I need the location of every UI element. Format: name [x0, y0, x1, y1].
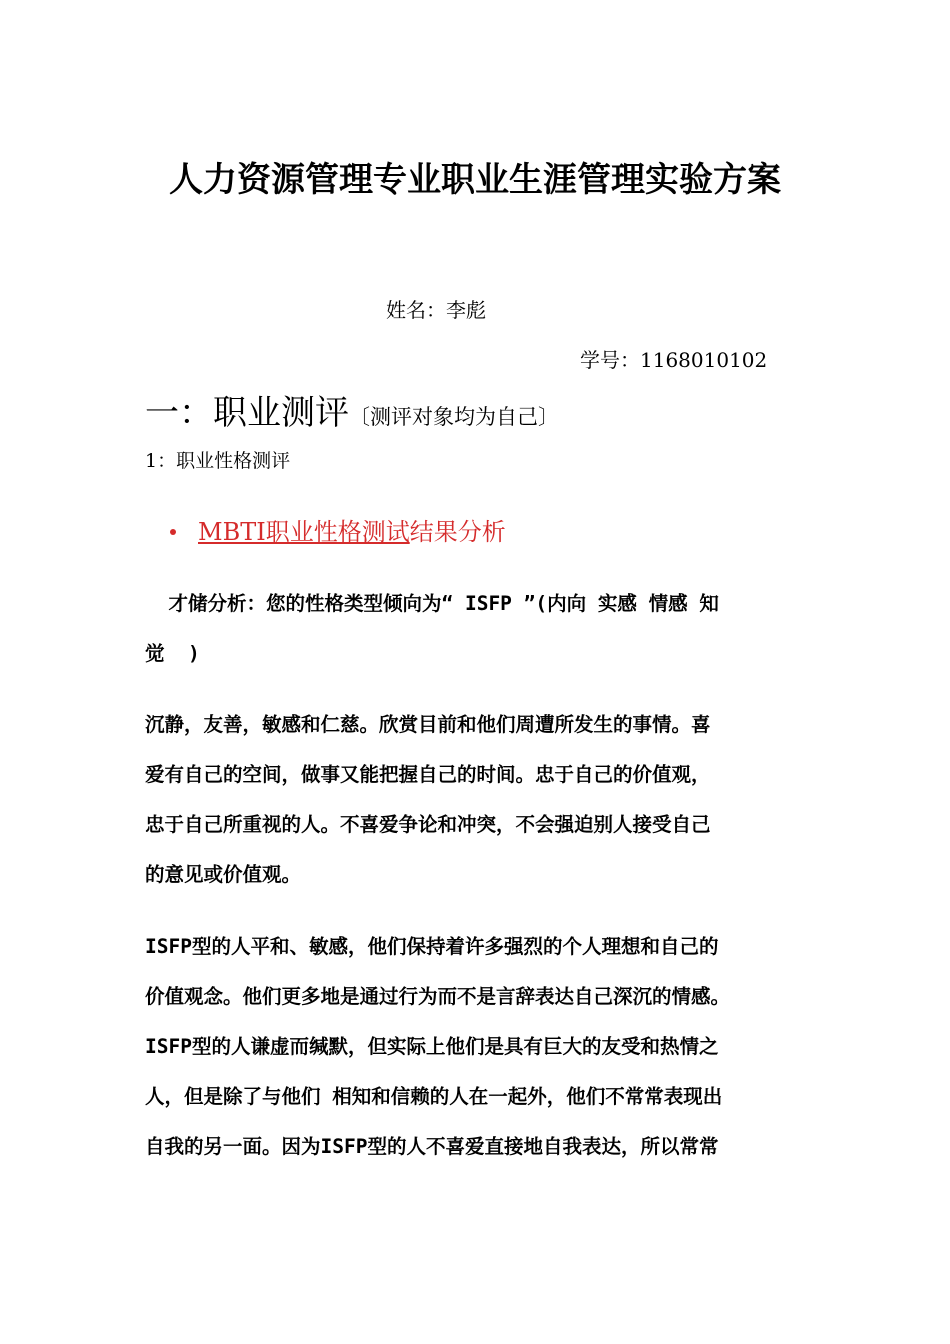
- paragraph-line: 觉 ): [145, 642, 200, 665]
- paragraph-line: 才储分析：您的性格类型倾向为“ ISFP ”(内向 实感 情感 知: [145, 592, 719, 615]
- bullet-rest-text: 结果分析: [409, 518, 506, 546]
- paragraph-line: 自我的另一面。因为ISFP型的人不喜爱直接地自我表达，所以常常: [145, 1135, 719, 1158]
- student-id: 学号：1168010102: [580, 348, 768, 372]
- mbti-test-link[interactable]: MBTI职业性格测试: [198, 518, 410, 546]
- analysis-paragraph: [145, 579, 805, 679]
- paragraph-line: 价值观念。他们更多地是通过行为而不是言辞表达自己深沉的情感。: [145, 985, 731, 1008]
- bullet-item: [170, 512, 506, 552]
- bullet-dot-icon: [170, 529, 176, 535]
- section-heading: [145, 389, 559, 441]
- subsection-heading: 1：职业性格测评: [145, 450, 291, 472]
- document-title: 人力资源管理专业职业生涯管理实验方案: [169, 160, 781, 200]
- paragraph-line: 的意见或价值观。: [145, 863, 302, 886]
- paragraph-line: 沉静，友善，敏感和仁慈。欣赏目前和他们周遭所发生的事情。喜: [145, 713, 711, 736]
- isfp-paragraph: [145, 922, 805, 1172]
- paragraph-line: ISFP型的人谦虚而缄默，但实际上他们是具有巨大的友受和热情之: [145, 1035, 719, 1058]
- paragraph-line: 爱有自己的空间，做事又能把握自己的时间。忠于自己的价值观，: [145, 763, 711, 786]
- paragraph-line: 忠于自己所重视的人。不喜爱争论和冲突，不会强迫别人接受自己: [145, 813, 711, 836]
- section-note: 〔测评对象均为自己〕: [349, 405, 559, 429]
- section-heading-text: 一：职业测评: [145, 393, 349, 433]
- paragraph-line: 人，但是除了与他们 相知和信赖的人在一起外，他们不常常表现出: [145, 1085, 723, 1108]
- paragraph-line: ISFP型的人平和、敏感，他们保持着许多强烈的个人理想和自己的: [145, 935, 719, 958]
- author-name: 姓名：李彪: [386, 298, 486, 322]
- description-paragraph: [145, 700, 805, 900]
